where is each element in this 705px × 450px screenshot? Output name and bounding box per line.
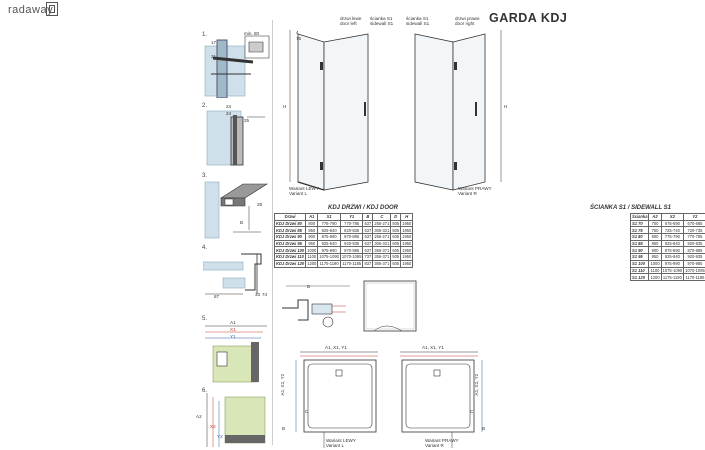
left-variant-elevation xyxy=(276,22,381,192)
table-cell: 1950 xyxy=(402,254,412,260)
dimension-label: 28 xyxy=(257,202,263,207)
variant-right-label: Wariant PRAWY Variant R xyxy=(458,186,492,197)
dimension-label: 4 xyxy=(296,30,299,35)
table-cell: 356-371 xyxy=(374,254,390,260)
table-cell: 925-940 xyxy=(318,240,341,247)
table-header-cell: Y1 xyxy=(340,214,363,221)
table-cell: 1070-1085 xyxy=(685,267,705,273)
table-cell: 850 xyxy=(649,240,661,247)
sidewall-dimension-table xyxy=(630,213,705,281)
table-cell: S1 100 xyxy=(631,260,649,267)
dimension-label: B xyxy=(240,220,244,225)
table-cell: 537 xyxy=(364,234,372,240)
dimension-label: 87 xyxy=(214,294,220,299)
table-cell: S1 80 xyxy=(631,234,649,241)
table-header-cell: B xyxy=(363,214,373,221)
table-cell: 1000 xyxy=(650,261,660,267)
table-cell: KDJ Drzwi 80 xyxy=(275,220,306,227)
installation-steps xyxy=(196,0,270,450)
table-cell: 1170-1185 xyxy=(342,261,362,267)
table-row xyxy=(631,260,705,267)
table-cell: S1 110 xyxy=(631,267,649,274)
table-cell: 720-735 xyxy=(684,227,705,234)
dimension-label: 75 xyxy=(296,36,302,41)
table-header-row xyxy=(631,214,705,221)
step-number: 4. xyxy=(202,245,208,251)
table-cell: 700 xyxy=(649,220,661,227)
step-number: 6. xyxy=(202,388,208,394)
table-cell: 1950 xyxy=(402,221,412,227)
dimension-label: 74 xyxy=(262,292,268,297)
variant-left-label: Wariant LEWY Variant L xyxy=(326,438,356,449)
table-cell: 825-840 xyxy=(661,240,684,247)
table-cell: 800 xyxy=(649,234,661,241)
table-cell: 1075-1090 xyxy=(662,267,683,273)
door-table-title: KDJ DRZWI / KDJ DOOR xyxy=(328,205,399,211)
table-cell: 970-985 xyxy=(684,260,705,267)
table-cell: 1070-1085 xyxy=(341,254,362,260)
table-cell: 356-371 xyxy=(374,247,390,253)
table-header-cell: A2 xyxy=(649,214,661,221)
table-cell: 675-690 xyxy=(661,220,684,227)
sidewall-label: ścianka S1 sidewall S1 xyxy=(406,16,430,27)
table-cell: 605 xyxy=(392,234,400,240)
table-cell: 306-321 xyxy=(374,227,390,233)
table-cell: KDJ Drzwi 100 xyxy=(276,247,305,253)
table-cell: 900 xyxy=(649,247,661,254)
table-cell: 925-940 xyxy=(661,254,684,261)
table-cell: S1 85 xyxy=(631,240,649,247)
table-header-cell: Ścianka xyxy=(632,214,648,220)
table-cell: KDJ Drzwi 85 xyxy=(275,227,306,234)
table-cell: 950 xyxy=(649,254,661,261)
table-cell: 770-785 xyxy=(340,220,363,227)
dimension-label: C xyxy=(470,409,474,414)
table-header-cell: Drzwi xyxy=(275,214,306,221)
right-variant-elevation xyxy=(405,22,515,192)
table-cell: 975-990 xyxy=(318,247,341,254)
dimension-label: Y2 xyxy=(217,434,223,439)
sidewall-table-title: ŚCIANKA S1 / SIDEWALL S1 xyxy=(590,205,672,211)
dimension-label: B xyxy=(282,426,286,431)
variant-right-label: Wariant PRAWY Variant R xyxy=(425,438,459,449)
table-cell: 1950 xyxy=(402,261,412,267)
table-cell: S1 90 xyxy=(631,247,649,254)
table-header-cell: D xyxy=(391,214,401,221)
table-row xyxy=(631,240,705,247)
variant-left-label: Wariant LEWY Variant L xyxy=(289,186,319,197)
table-row xyxy=(275,220,413,227)
dimension-label: Y1 xyxy=(230,334,236,339)
table-cell: 537 xyxy=(364,247,372,253)
table-cell: 537 xyxy=(364,227,372,233)
corner-detail-drawing xyxy=(360,275,422,339)
height-label: H xyxy=(283,104,287,109)
dimension-label: C xyxy=(305,409,309,414)
dimension-label: 24 xyxy=(226,111,232,116)
table-cell: 775-790 xyxy=(318,220,341,227)
table-cell: 505 xyxy=(392,227,400,233)
table-cell: 970-985 xyxy=(340,247,363,254)
table-row xyxy=(275,240,413,247)
table-cell: 1200 xyxy=(307,261,317,267)
table-cell: 1170-1185 xyxy=(685,274,705,280)
step-number: 2. xyxy=(202,103,208,109)
brand-logo-text: radaway xyxy=(8,4,54,16)
table-cell: 770-785 xyxy=(684,234,705,241)
table-cell: 256-271 xyxy=(374,234,390,240)
dimension-label: X2 xyxy=(210,424,216,429)
table-cell: 670-685 xyxy=(684,220,705,227)
table-cell: S1 120 xyxy=(631,274,649,281)
table-header-cell: X1 xyxy=(318,214,341,221)
table-cell: 900 xyxy=(306,234,318,241)
plan-top-dims: A1, X1, Y1 xyxy=(325,345,347,350)
table-row xyxy=(631,220,705,227)
dimension-label: 24 xyxy=(226,104,232,109)
table-cell: 820-835 xyxy=(684,240,705,247)
table-header-cell: H xyxy=(401,214,413,221)
table-cell: 605 xyxy=(392,241,400,247)
plan-top-dims: A1, X1, Y1 xyxy=(422,345,444,350)
table-cell: KDJ Drzwi 120 xyxy=(276,261,305,267)
table-cell: 256-271 xyxy=(374,221,390,227)
table-cell: 1950 xyxy=(402,241,412,247)
plan-side-dims: A2, X2, Y2 xyxy=(280,373,286,396)
door-right-label: drzwi prawe door right xyxy=(455,16,480,27)
door-left-label: drzwi lewe door left xyxy=(340,16,362,27)
table-cell: 306-321 xyxy=(374,241,390,247)
table-cell: 737 xyxy=(364,254,372,260)
table-cell: 1950 xyxy=(402,247,412,253)
table-cell: 950 xyxy=(306,240,318,247)
table-cell: 1075-1090 xyxy=(319,254,339,260)
brand-logo-mark xyxy=(46,2,58,16)
table-cell: 1000 xyxy=(307,247,317,253)
table-cell: 975-990 xyxy=(661,260,684,267)
step-number: 5. xyxy=(202,316,208,322)
table-row xyxy=(275,234,413,241)
dimension-label: A1 xyxy=(230,320,236,325)
table-row xyxy=(631,254,705,261)
step-6-illustration xyxy=(203,391,271,449)
dimension-label: 17 xyxy=(211,40,217,45)
dimension-label: A2 xyxy=(196,414,202,419)
plan-view-left xyxy=(288,346,388,450)
dimension-label: min. 80 xyxy=(244,31,260,36)
table-row xyxy=(275,247,413,254)
table-cell: 505 xyxy=(392,254,400,260)
plan-side-dims: A2, X2, Y2 xyxy=(474,373,480,396)
table-row xyxy=(631,247,705,254)
table-header-cell: A1 xyxy=(306,214,318,221)
table-row xyxy=(631,267,705,274)
table-cell: S1 95 xyxy=(631,254,649,261)
table-row xyxy=(275,227,413,234)
plan-view-right xyxy=(392,346,492,450)
table-header-cell: C xyxy=(373,214,391,221)
table-cell: 850 xyxy=(306,227,318,234)
dimension-label: 33 xyxy=(255,292,261,297)
table-cell: 725-740 xyxy=(661,227,684,234)
table-cell: 750 xyxy=(649,227,661,234)
table-cell: S1 75 xyxy=(631,227,649,234)
table-cell: 356-371 xyxy=(374,261,390,267)
table-cell: 1950 xyxy=(402,234,412,240)
table-row xyxy=(631,227,705,234)
table-cell: 1950 xyxy=(402,227,412,233)
dimension-label: B xyxy=(482,426,486,431)
step-5-illustration xyxy=(203,320,271,386)
dimension-label: X1 xyxy=(230,327,236,332)
table-cell: 820-835 xyxy=(340,227,363,234)
profile-detail-drawing xyxy=(276,278,356,338)
dimension-label: D xyxy=(307,284,311,289)
table-cell: 605 xyxy=(392,247,400,253)
table-cell: 775-790 xyxy=(661,234,684,241)
table-cell: 505 xyxy=(392,261,400,267)
column-divider xyxy=(272,20,273,445)
step-2-illustration xyxy=(203,107,271,167)
table-cell: 1200 xyxy=(650,274,660,280)
table-cell: 1175-1190 xyxy=(319,261,339,267)
table-cell: 537 xyxy=(364,221,372,227)
table-cell: 920-935 xyxy=(340,240,363,247)
sidewall-label: ścianka S1 sidewall S1 xyxy=(370,16,394,27)
dimension-label: 25 xyxy=(244,118,250,123)
table-cell: 837 xyxy=(364,261,372,267)
table-cell: 800 xyxy=(306,220,318,227)
table-cell: KDJ Drzwi 90 xyxy=(275,234,306,241)
table-header-cell: Y2 xyxy=(684,214,705,221)
door-dimension-table xyxy=(274,213,413,268)
table-row xyxy=(275,260,413,267)
table-cell: 875-890 xyxy=(318,234,341,241)
table-cell: S1 70 xyxy=(631,220,649,227)
table-cell: 537 xyxy=(364,241,372,247)
height-label: H xyxy=(504,104,508,109)
product-title: GARDA KDJ xyxy=(489,11,568,25)
step-number: 1. xyxy=(202,32,208,38)
table-cell: 505 xyxy=(392,221,400,227)
table-cell: 1100 xyxy=(650,267,660,273)
step-number: 3. xyxy=(202,173,208,179)
table-cell: KDJ Drzwi 110 xyxy=(276,254,304,260)
table-header-cell: X2 xyxy=(661,214,684,221)
table-cell: 1100 xyxy=(307,254,317,260)
table-cell: KDJ Drzwi 95 xyxy=(275,240,306,247)
table-cell: 825-840 xyxy=(318,227,341,234)
table-row xyxy=(275,254,413,261)
table-cell: 870-885 xyxy=(340,234,363,241)
table-cell: 1175-1190 xyxy=(662,274,682,280)
dimension-label: 21 xyxy=(211,54,217,59)
table-cell: 875-890 xyxy=(661,247,684,254)
table-row xyxy=(631,234,705,241)
step-3-illustration xyxy=(203,176,271,240)
table-cell: 920-935 xyxy=(684,254,705,261)
table-header-row xyxy=(275,214,413,221)
table-row xyxy=(631,274,705,281)
table-cell: 870-885 xyxy=(684,247,705,254)
